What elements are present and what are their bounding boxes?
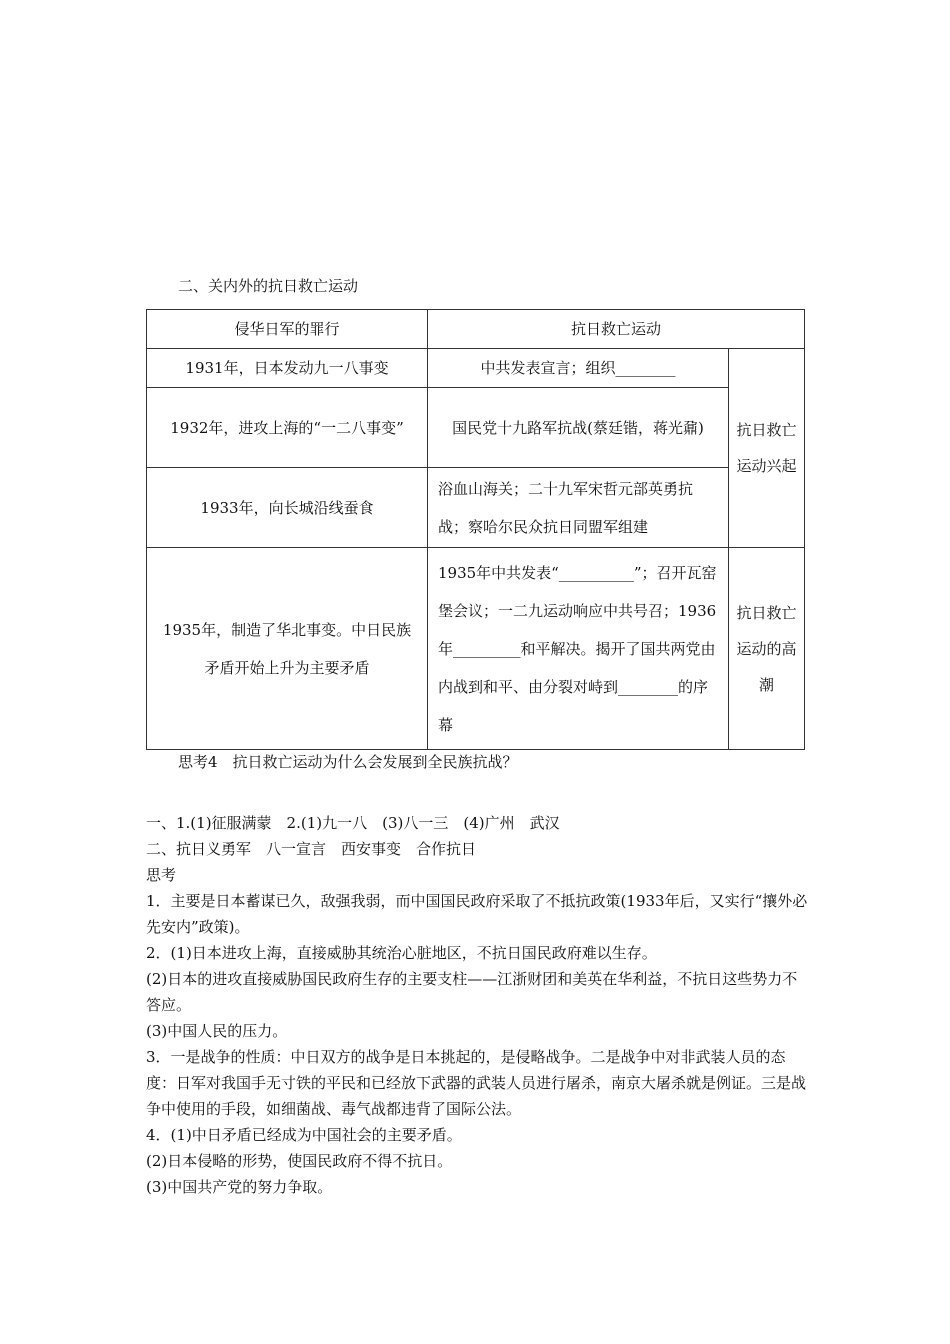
- side-label-rise: 抗日救亡运动兴起: [729, 349, 805, 548]
- side-label-climax: 抗日救亡运动的高潮: [729, 548, 805, 750]
- answer-line: (3)中国人民的压力。: [146, 1022, 288, 1040]
- crime-cell: 1933年，向长城沿线蚕食: [147, 468, 428, 548]
- answer-line: 思考: [146, 866, 177, 884]
- table-row: [147, 388, 805, 468]
- movement-cell: 国民党十九路军抗战(蔡廷锴，蒋光鼐): [428, 388, 729, 468]
- answer-line: 1．主要是日本蓄谋已久，敌强我弱，而中国国民政府采取了不抵抗政策(1933年后，又实行“攘外必先安内”政策)。: [146, 892, 808, 936]
- movement-cell: 浴血山海关；二十九军宋哲元部英勇抗战；察哈尔民众抗日同盟军组建: [428, 468, 729, 548]
- table-header-row: [147, 310, 805, 349]
- resistance-table: [146, 309, 805, 750]
- answer-line: (2)日本侵略的形势，使国民政府不得不抗日。: [146, 1152, 453, 1170]
- answer-line: (3)中国共产党的努力争取。: [146, 1178, 333, 1196]
- table-row: [147, 349, 805, 388]
- header-movement: 抗日救亡运动: [428, 310, 805, 349]
- answer-line: 4．(1)中日矛盾已经成为中国社会的主要矛盾。: [146, 1126, 462, 1144]
- think-question-4: 思考4 抗日救亡运动为什么会发展到全民族抗战？: [178, 753, 518, 771]
- section-title: 二、关内外的抗日救亡运动: [178, 277, 359, 295]
- answer-section: [146, 810, 810, 1200]
- movement-cell: 1935年中共发表“__________”；召开瓦窑堡会议；一二九运动响应中共号召；1936年_________和平解决。揭开了国共两党由内战到和平、由分裂对峙到________的序幕: [428, 548, 729, 750]
- answer-line: 2．(1)日本进攻上海，直接威胁其统治心脏地区，不抗日国民政府难以生存。: [146, 944, 657, 962]
- header-crimes: 侵华日军的罪行: [147, 310, 428, 349]
- answer-line: 二、抗日义勇军 八一宣言 西安事变 合作抗日: [146, 840, 477, 858]
- table-row: [147, 548, 805, 750]
- table-row: [147, 468, 805, 548]
- crime-cell: 1931年，日本发动九一八事变: [147, 349, 428, 388]
- crime-cell: 1935年，制造了华北事变。中日民族矛盾开始上升为主要矛盾: [147, 548, 428, 750]
- answer-line: 3．一是战争的性质：中日双方的战争是日本挑起的，是侵略战争。二是战争中对非武装人员的态度：日军对我国手无寸铁的平民和已经放下武器的武装人员进行屠杀，南京大屠杀就是例证。三是战争中使用的手段，如细菌战、毒气战都违背了国际公法。: [146, 1048, 807, 1118]
- crime-cell: 1932年，进攻上海的“一二八事变”: [147, 388, 428, 468]
- answer-line: 一、1.(1)征服满蒙 2.(1)九一八 (3)八一三 (4)广州 武汉: [146, 814, 560, 832]
- answer-line: (2)日本的进攻直接威胁国民政府生存的主要支柱——江浙财团和美英在华利益，不抗日这些势力不答应。: [146, 970, 798, 1014]
- movement-cell: 中共发表宣言；组织________: [428, 349, 729, 388]
